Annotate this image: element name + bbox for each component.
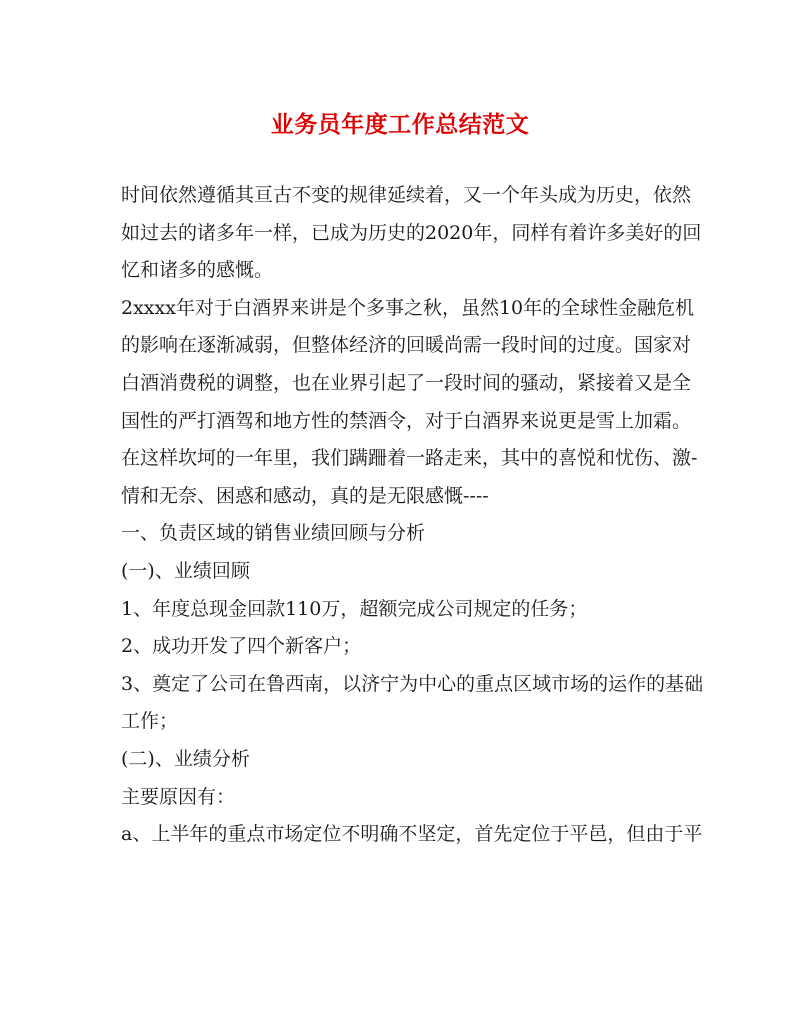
paragraph-line: 情和无奈、困惑和感动，真的是无限感慨---- [121, 484, 489, 507]
paragraph-line: 2xxxx年对于白酒界来讲是个多事之秋，虽然10年的全球性金融危机 [121, 296, 695, 319]
paragraph-line: 在这样坎坷的一年里，我们蹒跚着一路走来，其中的喜悦和忧伤、激- [121, 447, 698, 470]
paragraph-line: 的影响在逐渐减弱，但整体经济的回暖尚需一段时间的过度。国家对 [121, 334, 692, 357]
list-item: 1、年度总现金回款110万，超额完成公司规定的任务； [121, 597, 588, 620]
subsection-heading: (二)、业绩分析 [121, 747, 250, 770]
paragraph-line: 时间依然遵循其亘古不变的规律延续着，又一个年头成为历史，依然 [121, 184, 692, 206]
list-item: 2、成功开发了四个新客户； [121, 635, 362, 658]
section-heading: 一、负责区域的销售业绩回顾与分析 [121, 522, 426, 545]
document-body [121, 177, 704, 854]
paragraph-line: 国性的严打酒驾和地方性的禁酒令，对于白酒界来说更是雪上加霜。 [121, 409, 692, 432]
document-title: 业务员年度工作总结范文 [270, 111, 530, 138]
list-item-continuation: 工作； [121, 710, 179, 733]
list-item: a、上半年的重点市场定位不明确不坚定，首先定位于平邑，但由于平 [121, 823, 703, 846]
paragraph-line: 白酒消费税的调整，也在业界引起了一段时间的骚动，紧接着又是全 [121, 371, 692, 394]
paragraph-line: 如过去的诸多年一样，已成为历史的2020年，同样有着许多美好的回 [121, 221, 702, 244]
paragraph-line: 主要原因有： [121, 785, 236, 808]
subsection-heading: (一)、业绩回顾 [121, 559, 250, 582]
list-item: 3、奠定了公司在鲁西南，以济宁为中心的重点区域市场的运作的基础 [121, 672, 704, 695]
paragraph-line: 忆和诸多的感慨。 [121, 259, 274, 282]
